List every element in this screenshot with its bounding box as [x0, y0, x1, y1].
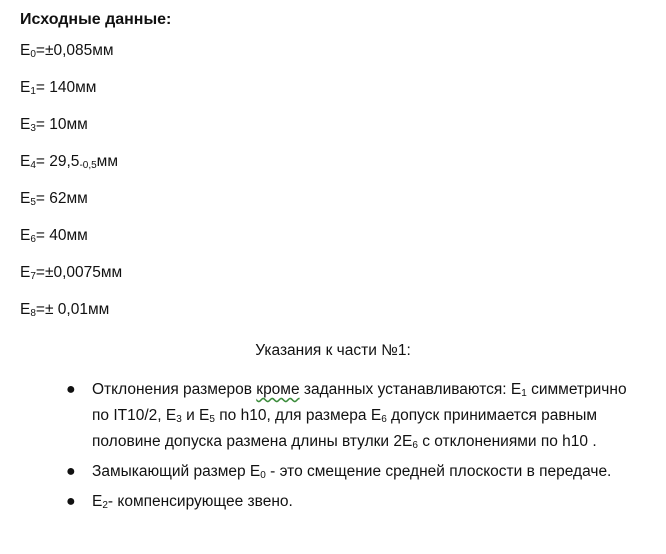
param-e4: $E_4= 29,5-0,5мм$	[20, 153, 118, 171]
bullet-icon: ●	[66, 463, 76, 480]
param-e8: $E_8=\pm 0,01мм$	[20, 301, 110, 319]
param-e7: $E_7=\pm 0,0075мм$	[20, 264, 123, 282]
param-e1: $E_1= 140мм$	[20, 79, 97, 97]
list-item: ● $E_2-$ компенсирующее звено.	[66, 493, 293, 511]
spellcheck-word: кроме	[256, 381, 300, 398]
bullet-icon: ●	[66, 381, 76, 398]
param-e5: $E_5= 62мм$	[20, 190, 88, 208]
param-e0: $E_0=\pm 0,085мм$	[20, 42, 114, 60]
list-item: ● Отклонения размеров кроме заданных устанавливаются: $E_1$ симметрично по IT10/2, $E_3$ и $E_5$ по h10, для размера $E_6$ допуск принимается равным половине допуска размена длины втулки $2E_6$ с отклонениями по h10 .	[66, 381, 627, 451]
bullet-icon: ●	[66, 493, 76, 510]
heading: Исходные данные:	[20, 11, 172, 28]
instructions-list	[0, 379, 666, 521]
list-item: ● Замыкающий размер $E_0$ - это смещение средней плоскости в передаче.	[66, 463, 612, 481]
param-e6: $E_6= 40мм$	[20, 227, 88, 245]
param-e3: $E_3= 10мм$	[20, 116, 88, 134]
instructions-title: Указания к части №1:	[255, 342, 411, 359]
